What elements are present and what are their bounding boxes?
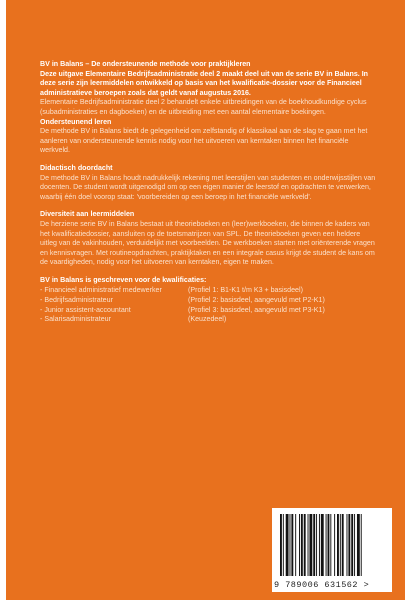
section-heading: Ondersteunend leren [40,117,112,126]
section-didactisch-doordacht [40,164,378,202]
section-text: De herziene serie BV in Balans bestaat uit theorieboeken en (leer)werkboeken, die binnen de kaders van het kwalificatiedossier, aansluiten op de toetsmatrijzen van SPL. De theorieboeken geven een heldere uitleg van de vakinhouden, verduidelijkt met voorbeelden. De werkboeken starten met oriënterende vragen en kennisvragen. Met routineopdrachten, praktijktaken en een integrale casus krijgt de student de kans om de vaardigheden, nodig voor het uitvoeren van kerntaken, eigen te maken. [40,219,375,267]
barcode-digits: 9 789006 631562 > [274,580,370,590]
qualification-profile: (Profiel 2: basisdeel, aangevuld met P2-K1) [188,296,325,305]
table-row [40,315,325,325]
table-row [40,296,325,306]
qualification-role: - Salarisadministrateur [40,315,111,324]
description-paragraph: Elementaire Bedrijfsadministratie deel 2 behandelt enkele uitbreidingen van de boekhoudkundige cyclus (subadministraties en dagboeken) en de uitbreiding met een aantal elementaire boekingen. [40,98,367,116]
section-text: De methode BV in Balans houdt nadrukkelijk rekening met leerstijlen van studenten en onderwijsstijlen van docenten. De student wordt uitgenodigd om op een eigen manier de leerstof en opdrachten te verwerken, waarbij één doel voorop staat: 'voorbereiden op een beroep in het financiële werkveld'. [40,173,376,201]
book-back-cover [6,0,405,600]
section-heading: Didactisch doordacht [40,163,113,172]
intro-paragraph: Deze uitgave Elementaire Bedrijfsadministratie deel 2 maakt deel uit van de serie BV in Balans. In deze serie zijn leermiddelen ontwikkeld op basis van het kwalificatie-dossier voor de Financieel administratieve beroepen zoals dat geldt vanaf augustus 2016. [40,69,369,97]
qualifications-heading: BV in Balans is geschreven voor de kwalificaties: [40,275,207,284]
section-diversiteit [40,210,378,268]
barcode-bars-icon [278,514,386,578]
table-row [40,306,325,316]
qualification-profile: (Profiel 1: B1-K1 t/m K3 + basisdeel) [188,286,303,295]
qualification-role: - Financieel administratief medewerker [40,286,162,295]
table-row [40,286,325,296]
section-ondersteunend-leren [40,118,378,156]
section-text: De methode BV in Balans biedt de gelegenheid om zelfstandig of klassikaal aan de slag te gaan met het aanleren van ondersteunende kennis nodig voor het uitvoeren van kerntaken binnen het financiële werkveld. [40,127,368,155]
qualification-profile: (Keuzedeel) [188,315,227,324]
qualification-role: - Junior assistent-accountant [40,305,131,314]
cover-text [40,60,378,325]
section-heading: Diversiteit aan leermiddelen [40,210,135,219]
qualifications-block [40,276,378,325]
barcode [272,508,392,592]
qualification-profile: (Profiel 3: basisdeel, aangevuld met P3-K1) [188,305,325,314]
page-title: BV in Balans – De ondersteunende methode voor praktijkleren [40,60,251,68]
qualification-role: - Bedrijfsadministrateur [40,296,113,305]
qualifications-table [40,286,325,324]
